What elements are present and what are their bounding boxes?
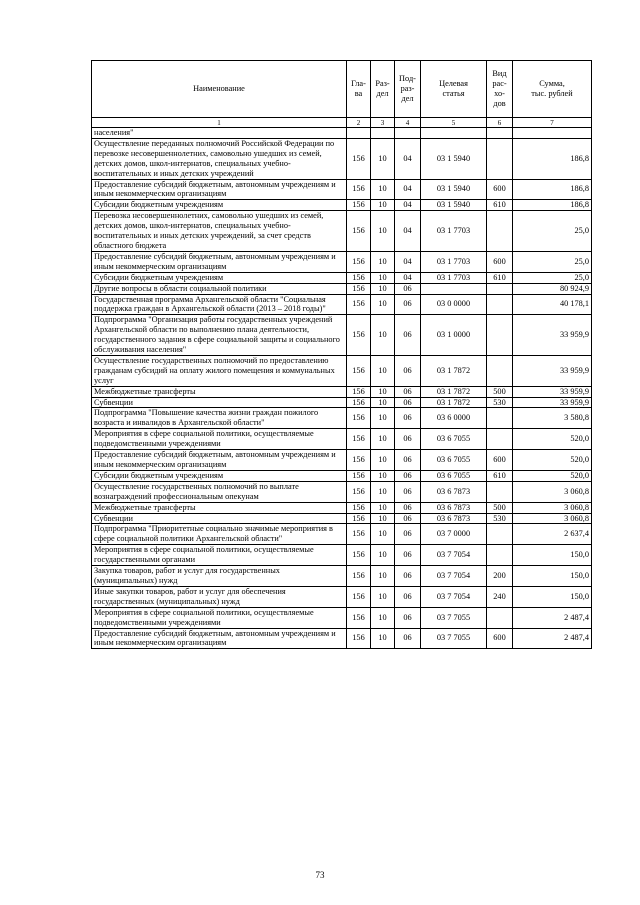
row-name: Осуществление государственных полномочий по предоставлению гражданам субсидий на оплату жилого помещения и коммунальных услуг bbox=[92, 355, 347, 386]
row-glava: 156 bbox=[347, 315, 371, 356]
row-statya: 03 1 7872 bbox=[421, 397, 487, 408]
table-row bbox=[92, 450, 592, 471]
row-name: Иные закупки товаров, работ и услуг для обеспечения государственных (муниципальных) нужд bbox=[92, 586, 347, 607]
row-glava: 156 bbox=[347, 272, 371, 283]
table-row bbox=[92, 566, 592, 587]
row-summa: 33 959,9 bbox=[513, 355, 592, 386]
table-row bbox=[92, 481, 592, 502]
column-number: 4 bbox=[395, 118, 421, 128]
header-summa: Сумма, тыс. рублей bbox=[513, 61, 592, 118]
row-vid: 610 bbox=[487, 470, 513, 481]
row-podrazdel: 04 bbox=[395, 200, 421, 211]
row-vid bbox=[487, 524, 513, 545]
row-razdel: 10 bbox=[371, 450, 395, 471]
table-row bbox=[92, 397, 592, 408]
row-name: Субсидии бюджетным учреждениям bbox=[92, 272, 347, 283]
row-podrazdel: 06 bbox=[395, 450, 421, 471]
table-row bbox=[92, 607, 592, 628]
column-number: 3 bbox=[371, 118, 395, 128]
row-statya: 03 1 7703 bbox=[421, 272, 487, 283]
row-razdel: 10 bbox=[371, 628, 395, 649]
row-summa: 150,0 bbox=[513, 586, 592, 607]
row-glava: 156 bbox=[347, 294, 371, 315]
table-row bbox=[92, 586, 592, 607]
row-vid: 240 bbox=[487, 586, 513, 607]
row-statya: 03 1 7703 bbox=[421, 211, 487, 252]
row-name: Субвенции bbox=[92, 513, 347, 524]
row-razdel: 10 bbox=[371, 251, 395, 272]
row-razdel: 10 bbox=[371, 355, 395, 386]
table-row bbox=[92, 251, 592, 272]
row-vid: 530 bbox=[487, 397, 513, 408]
table-row bbox=[92, 128, 592, 139]
row-summa bbox=[513, 128, 592, 139]
row-podrazdel: 06 bbox=[395, 470, 421, 481]
row-razdel: 10 bbox=[371, 481, 395, 502]
row-statya: 03 1 7703 bbox=[421, 251, 487, 272]
row-vid: 600 bbox=[487, 628, 513, 649]
row-podrazdel: 06 bbox=[395, 513, 421, 524]
row-statya: 03 6 7055 bbox=[421, 450, 487, 471]
row-razdel: 10 bbox=[371, 272, 395, 283]
row-vid: 530 bbox=[487, 513, 513, 524]
row-vid: 610 bbox=[487, 272, 513, 283]
row-summa: 80 924,9 bbox=[513, 283, 592, 294]
row-summa: 3 060,8 bbox=[513, 481, 592, 502]
row-podrazdel: 06 bbox=[395, 586, 421, 607]
row-podrazdel: 06 bbox=[395, 397, 421, 408]
row-name: Осуществление переданных полномочий Российской Федерации по перевозке несовершеннолетних, самовольно ушедших из семей, детских домов, школ-интернатов, специальных учебно-воспитательных и иных детских учреждений bbox=[92, 138, 347, 179]
row-vid bbox=[487, 545, 513, 566]
column-number: 5 bbox=[421, 118, 487, 128]
row-glava: 156 bbox=[347, 607, 371, 628]
row-name: Мероприятия в сфере социальной политики, осуществляемые подведомственными учреждениями bbox=[92, 429, 347, 450]
row-podrazdel: 06 bbox=[395, 545, 421, 566]
row-summa: 40 178,1 bbox=[513, 294, 592, 315]
row-glava: 156 bbox=[347, 200, 371, 211]
row-summa: 33 959,9 bbox=[513, 397, 592, 408]
row-summa: 2 487,4 bbox=[513, 628, 592, 649]
row-statya: 03 7 7055 bbox=[421, 628, 487, 649]
budget-table bbox=[91, 60, 592, 649]
row-summa: 3 060,8 bbox=[513, 502, 592, 513]
table-row bbox=[92, 386, 592, 397]
row-glava: 156 bbox=[347, 524, 371, 545]
row-name: Межбюджетные трансферты bbox=[92, 386, 347, 397]
row-podrazdel: 06 bbox=[395, 355, 421, 386]
row-vid bbox=[487, 408, 513, 429]
row-summa: 33 959,9 bbox=[513, 386, 592, 397]
row-glava: 156 bbox=[347, 429, 371, 450]
row-statya: 03 7 7054 bbox=[421, 566, 487, 587]
row-name: Межбюджетные трансферты bbox=[92, 502, 347, 513]
row-statya: 03 7 7054 bbox=[421, 545, 487, 566]
row-glava: 156 bbox=[347, 408, 371, 429]
header-glava: Гла- ва bbox=[347, 61, 371, 118]
column-number-row bbox=[92, 118, 592, 128]
row-name: Перевозка несовершеннолетних, самовольно ушедших из семей, детских домов, школ-интернатов, специальных учебно-воспитательных и иных детских учреждений, за счет средств областного бюджета bbox=[92, 211, 347, 252]
row-name: Предоставление субсидий бюджетным, автономным учреждениям и иным некоммерческим организациям bbox=[92, 450, 347, 471]
row-statya: 03 6 7055 bbox=[421, 429, 487, 450]
table-row bbox=[92, 294, 592, 315]
row-statya: 03 1 5940 bbox=[421, 200, 487, 211]
row-vid bbox=[487, 607, 513, 628]
table-row bbox=[92, 524, 592, 545]
row-podrazdel: 06 bbox=[395, 524, 421, 545]
row-podrazdel: 06 bbox=[395, 481, 421, 502]
row-podrazdel: 06 bbox=[395, 502, 421, 513]
row-glava: 156 bbox=[347, 481, 371, 502]
row-vid: 200 bbox=[487, 566, 513, 587]
row-summa: 520,0 bbox=[513, 429, 592, 450]
row-podrazdel: 06 bbox=[395, 429, 421, 450]
row-summa: 186,8 bbox=[513, 179, 592, 200]
row-glava: 156 bbox=[347, 450, 371, 471]
row-podrazdel: 06 bbox=[395, 283, 421, 294]
table-row bbox=[92, 355, 592, 386]
row-vid: 500 bbox=[487, 502, 513, 513]
row-statya: 03 7 7055 bbox=[421, 607, 487, 628]
row-glava: 156 bbox=[347, 566, 371, 587]
row-statya bbox=[421, 128, 487, 139]
table-row bbox=[92, 272, 592, 283]
header-vid: Вид рас- хо- дов bbox=[487, 61, 513, 118]
row-podrazdel: 06 bbox=[395, 566, 421, 587]
table-row bbox=[92, 200, 592, 211]
row-vid bbox=[487, 315, 513, 356]
table-body bbox=[92, 128, 592, 649]
table-row bbox=[92, 545, 592, 566]
row-razdel: 10 bbox=[371, 315, 395, 356]
row-razdel: 10 bbox=[371, 200, 395, 211]
row-glava: 156 bbox=[347, 251, 371, 272]
row-name: Другие вопросы в области социальной политики bbox=[92, 283, 347, 294]
row-summa: 150,0 bbox=[513, 566, 592, 587]
row-summa: 520,0 bbox=[513, 450, 592, 471]
table-row bbox=[92, 513, 592, 524]
row-glava: 156 bbox=[347, 628, 371, 649]
table-row bbox=[92, 315, 592, 356]
row-name: Закупка товаров, работ и услуг для государственных (муниципальных) нужд bbox=[92, 566, 347, 587]
header-name: Наименование bbox=[92, 61, 347, 118]
row-razdel: 10 bbox=[371, 429, 395, 450]
row-statya: 03 1 5940 bbox=[421, 179, 487, 200]
row-razdel: 10 bbox=[371, 513, 395, 524]
row-podrazdel: 06 bbox=[395, 386, 421, 397]
row-razdel: 10 bbox=[371, 397, 395, 408]
table-row bbox=[92, 628, 592, 649]
row-name: Осуществление государственных полномочий по выплате вознаграждений профессиональным опекунам bbox=[92, 481, 347, 502]
row-name: Субсидии бюджетным учреждениям bbox=[92, 200, 347, 211]
row-name: Предоставление субсидий бюджетным, автономным учреждениям и иным некоммерческим организациям bbox=[92, 251, 347, 272]
table-row bbox=[92, 283, 592, 294]
row-summa: 520,0 bbox=[513, 470, 592, 481]
row-razdel: 10 bbox=[371, 386, 395, 397]
row-podrazdel: 04 bbox=[395, 138, 421, 179]
row-razdel bbox=[371, 128, 395, 139]
table-row bbox=[92, 502, 592, 513]
row-summa: 3 580,8 bbox=[513, 408, 592, 429]
row-statya: 03 6 7873 bbox=[421, 481, 487, 502]
row-podrazdel: 06 bbox=[395, 294, 421, 315]
row-razdel: 10 bbox=[371, 502, 395, 513]
row-razdel: 10 bbox=[371, 524, 395, 545]
row-podrazdel: 04 bbox=[395, 179, 421, 200]
row-statya: 03 7 7054 bbox=[421, 586, 487, 607]
column-number: 7 bbox=[513, 118, 592, 128]
row-name: Предоставление субсидий бюджетным, автономным учреждениям и иным некоммерческим организациям bbox=[92, 628, 347, 649]
row-statya: 03 6 7873 bbox=[421, 513, 487, 524]
row-glava: 156 bbox=[347, 138, 371, 179]
row-summa: 25,0 bbox=[513, 251, 592, 272]
row-statya: 03 1 7872 bbox=[421, 355, 487, 386]
column-number: 6 bbox=[487, 118, 513, 128]
row-podrazdel: 06 bbox=[395, 408, 421, 429]
budget-table-sheet bbox=[91, 60, 591, 649]
row-razdel: 10 bbox=[371, 408, 395, 429]
row-glava: 156 bbox=[347, 513, 371, 524]
table-row bbox=[92, 138, 592, 179]
row-summa: 3 060,8 bbox=[513, 513, 592, 524]
row-razdel: 10 bbox=[371, 138, 395, 179]
row-statya bbox=[421, 283, 487, 294]
row-summa: 186,8 bbox=[513, 200, 592, 211]
row-name: Подпрограмма "Приоритетные социально значимые мероприятия в сфере социальной политики Архангельской области" bbox=[92, 524, 347, 545]
column-number: 2 bbox=[347, 118, 371, 128]
row-name: Мероприятия в сфере социальной политики, осуществляемые подведомственными учреждениями bbox=[92, 607, 347, 628]
row-razdel: 10 bbox=[371, 545, 395, 566]
row-vid bbox=[487, 283, 513, 294]
row-statya: 03 6 7873 bbox=[421, 502, 487, 513]
column-number: 1 bbox=[92, 118, 347, 128]
row-razdel: 10 bbox=[371, 211, 395, 252]
row-glava: 156 bbox=[347, 355, 371, 386]
row-statya: 03 7 0000 bbox=[421, 524, 487, 545]
row-name: населения" bbox=[92, 128, 347, 139]
row-vid bbox=[487, 429, 513, 450]
row-vid bbox=[487, 294, 513, 315]
row-podrazdel: 04 bbox=[395, 272, 421, 283]
row-vid bbox=[487, 481, 513, 502]
table-row bbox=[92, 470, 592, 481]
row-podrazdel bbox=[395, 128, 421, 139]
row-vid bbox=[487, 211, 513, 252]
row-razdel: 10 bbox=[371, 586, 395, 607]
row-razdel: 10 bbox=[371, 283, 395, 294]
header-statya: Целевая статья bbox=[421, 61, 487, 118]
row-statya: 03 6 0000 bbox=[421, 408, 487, 429]
row-summa: 25,0 bbox=[513, 211, 592, 252]
row-podrazdel: 06 bbox=[395, 628, 421, 649]
row-name: Подпрограмма "Повышение качества жизни граждан пожилого возраста и инвалидов в Архангельской области" bbox=[92, 408, 347, 429]
row-name: Субсидии бюджетным учреждениям bbox=[92, 470, 347, 481]
table-row bbox=[92, 429, 592, 450]
row-vid: 600 bbox=[487, 179, 513, 200]
row-vid: 600 bbox=[487, 251, 513, 272]
row-name: Мероприятия в сфере социальной политики, осуществляемые государственными органами bbox=[92, 545, 347, 566]
row-podrazdel: 06 bbox=[395, 315, 421, 356]
row-razdel: 10 bbox=[371, 566, 395, 587]
header-razdel: Раз- дел bbox=[371, 61, 395, 118]
row-summa: 25,0 bbox=[513, 272, 592, 283]
row-name: Предоставление субсидий бюджетным, автономным учреждениям и иным некоммерческим организациям bbox=[92, 179, 347, 200]
row-razdel: 10 bbox=[371, 607, 395, 628]
row-vid bbox=[487, 355, 513, 386]
header-podrazdel: Под- раз- дел bbox=[395, 61, 421, 118]
row-glava: 156 bbox=[347, 470, 371, 481]
row-podrazdel: 04 bbox=[395, 251, 421, 272]
row-summa: 186,8 bbox=[513, 138, 592, 179]
row-statya: 03 1 0000 bbox=[421, 315, 487, 356]
table-header-row bbox=[92, 61, 592, 118]
row-glava bbox=[347, 128, 371, 139]
row-vid bbox=[487, 138, 513, 179]
row-razdel: 10 bbox=[371, 294, 395, 315]
row-name: Государственная программа Архангельской области "Социальная поддержка граждан в Архангельской области (2013 – 2018 годы)" bbox=[92, 294, 347, 315]
row-vid: 500 bbox=[487, 386, 513, 397]
row-vid bbox=[487, 128, 513, 139]
row-glava: 156 bbox=[347, 397, 371, 408]
row-statya: 03 0 0000 bbox=[421, 294, 487, 315]
page-number: 73 bbox=[315, 870, 325, 880]
row-glava: 156 bbox=[347, 283, 371, 294]
row-glava: 156 bbox=[347, 211, 371, 252]
row-glava: 156 bbox=[347, 179, 371, 200]
row-statya: 03 1 5940 bbox=[421, 138, 487, 179]
table-row bbox=[92, 179, 592, 200]
table-row bbox=[92, 211, 592, 252]
row-glava: 156 bbox=[347, 502, 371, 513]
row-podrazdel: 04 bbox=[395, 211, 421, 252]
row-summa: 150,0 bbox=[513, 545, 592, 566]
table-row bbox=[92, 408, 592, 429]
row-statya: 03 6 7055 bbox=[421, 470, 487, 481]
row-razdel: 10 bbox=[371, 470, 395, 481]
row-name: Подпрограмма "Организация работы государственных учреждений Архангельской области по выполнению плана деятельности, государственного задания в сфере социальной защиты и социального обслуживания населения" bbox=[92, 315, 347, 356]
row-summa: 2 487,4 bbox=[513, 607, 592, 628]
row-vid: 610 bbox=[487, 200, 513, 211]
row-summa: 2 637,4 bbox=[513, 524, 592, 545]
row-vid: 600 bbox=[487, 450, 513, 471]
row-summa: 33 959,9 bbox=[513, 315, 592, 356]
row-glava: 156 bbox=[347, 545, 371, 566]
row-glava: 156 bbox=[347, 386, 371, 397]
row-statya: 03 1 7872 bbox=[421, 386, 487, 397]
row-glava: 156 bbox=[347, 586, 371, 607]
row-podrazdel: 06 bbox=[395, 607, 421, 628]
row-name: Субвенции bbox=[92, 397, 347, 408]
row-razdel: 10 bbox=[371, 179, 395, 200]
